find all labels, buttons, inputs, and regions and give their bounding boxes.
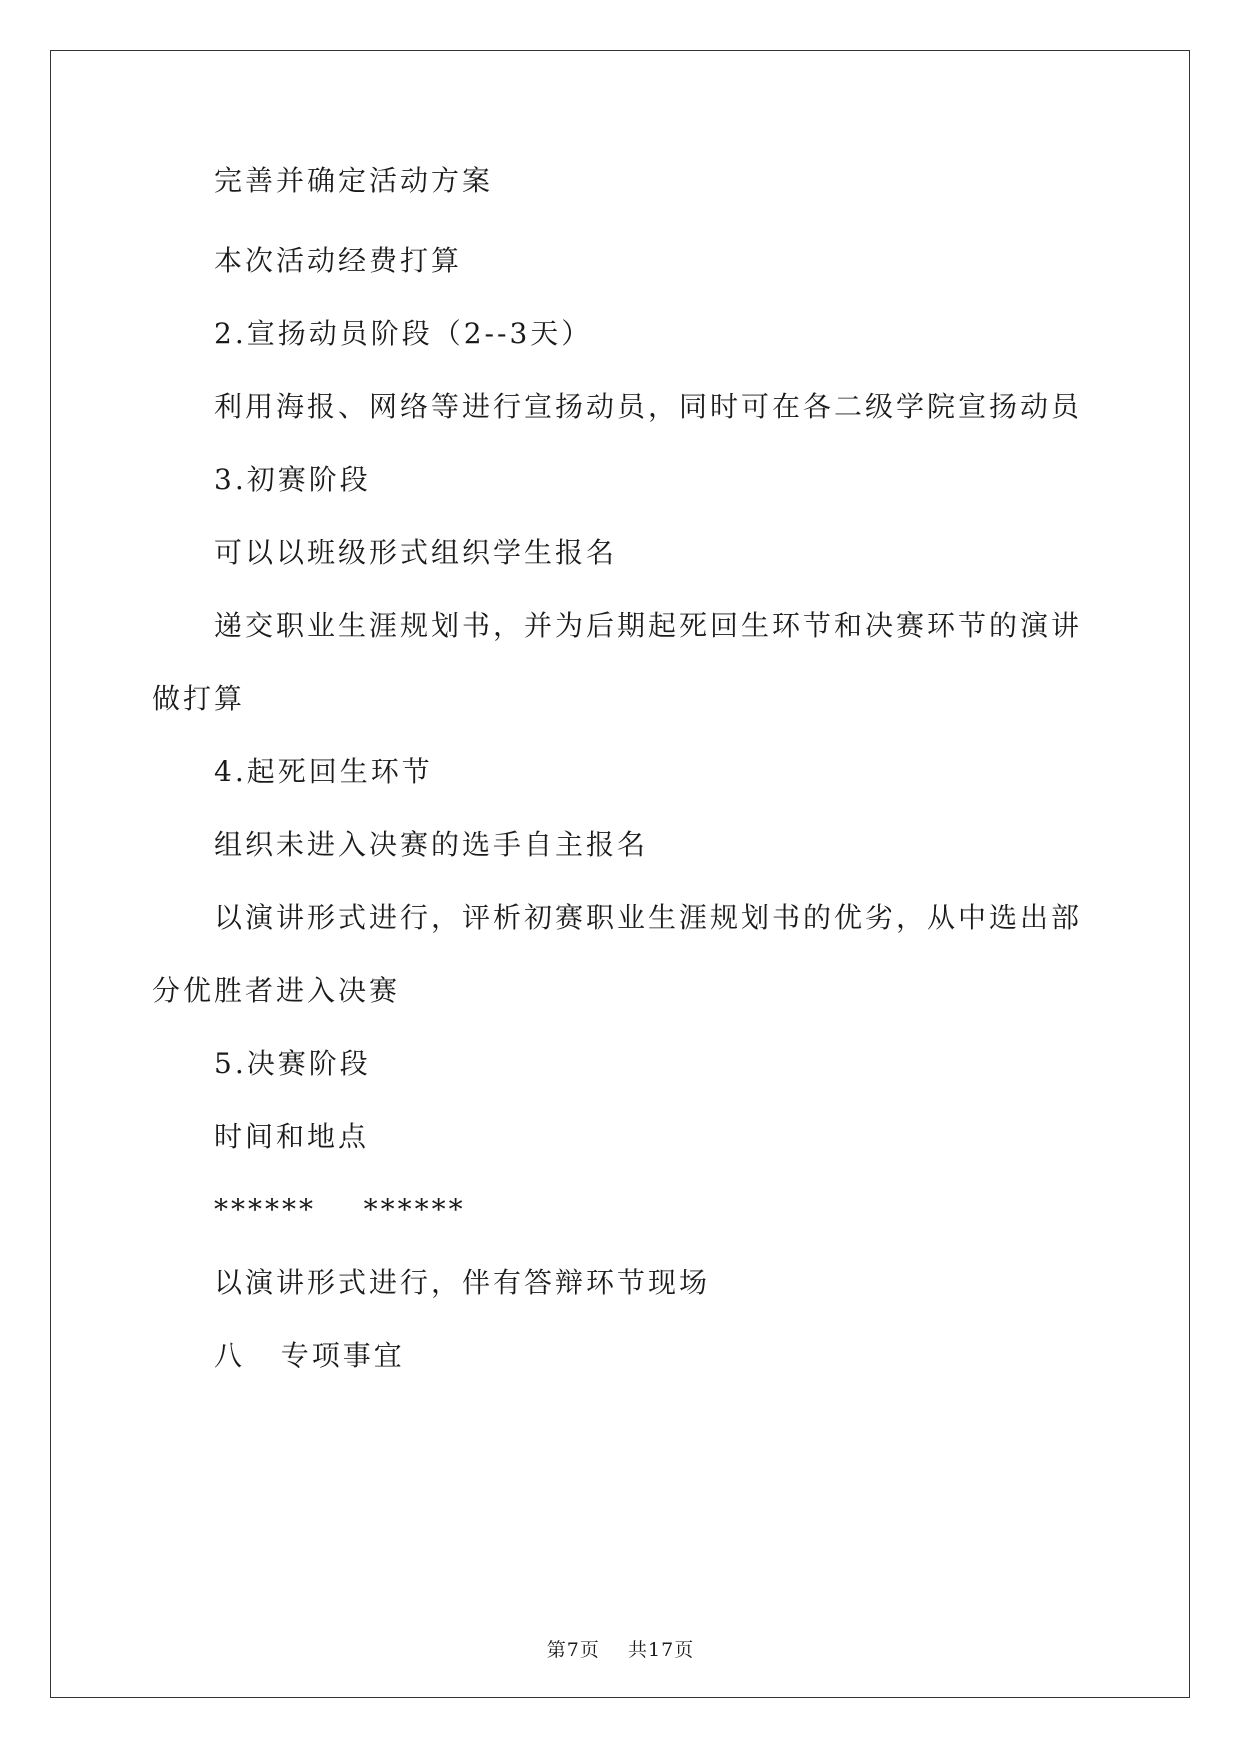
paragraph-line: 完善并确定活动方案 — [214, 164, 494, 197]
section-heading: 5.决赛阶段 — [214, 1047, 371, 1080]
page-footer — [0, 1635, 1241, 1662]
paragraph-line: 可以以班级形式组织学生报名 — [214, 536, 618, 569]
paragraph-line: 以演讲形式进行，伴有答辩环节现场 — [214, 1266, 711, 1299]
paragraph-line: 组织未进入决赛的选手自主报名 — [214, 828, 649, 861]
page-number: 第7页 — [546, 1639, 600, 1661]
paragraph-line: 时间和地点 — [214, 1120, 370, 1153]
paragraph-line: 以演讲形式进行，评析初赛职业生涯规划书的优劣，从中选出部 — [214, 901, 1083, 934]
paragraph-line: ****** ****** — [214, 1193, 466, 1226]
page-border — [50, 50, 1190, 1698]
section-heading: 八 专项事宜 — [214, 1339, 405, 1372]
paragraph-line: 做打算 — [152, 682, 246, 715]
total-pages: 共17页 — [628, 1639, 695, 1661]
paragraph-line: 本次活动经费打算 — [214, 244, 463, 277]
paragraph-line: 递交职业生涯规划书，并为后期起死回生环节和决赛环节的演讲 — [214, 609, 1083, 642]
paragraph-line: 分优胜者进入决赛 — [152, 974, 401, 1007]
section-heading: 3.初赛阶段 — [214, 463, 371, 496]
section-heading: 2.宣扬动员阶段（2--3天） — [214, 317, 593, 350]
section-heading: 4.起死回生环节 — [214, 755, 433, 788]
paragraph-line: 利用海报、网络等进行宣扬动员，同时可在各二级学院宣扬动员 — [214, 390, 1083, 423]
